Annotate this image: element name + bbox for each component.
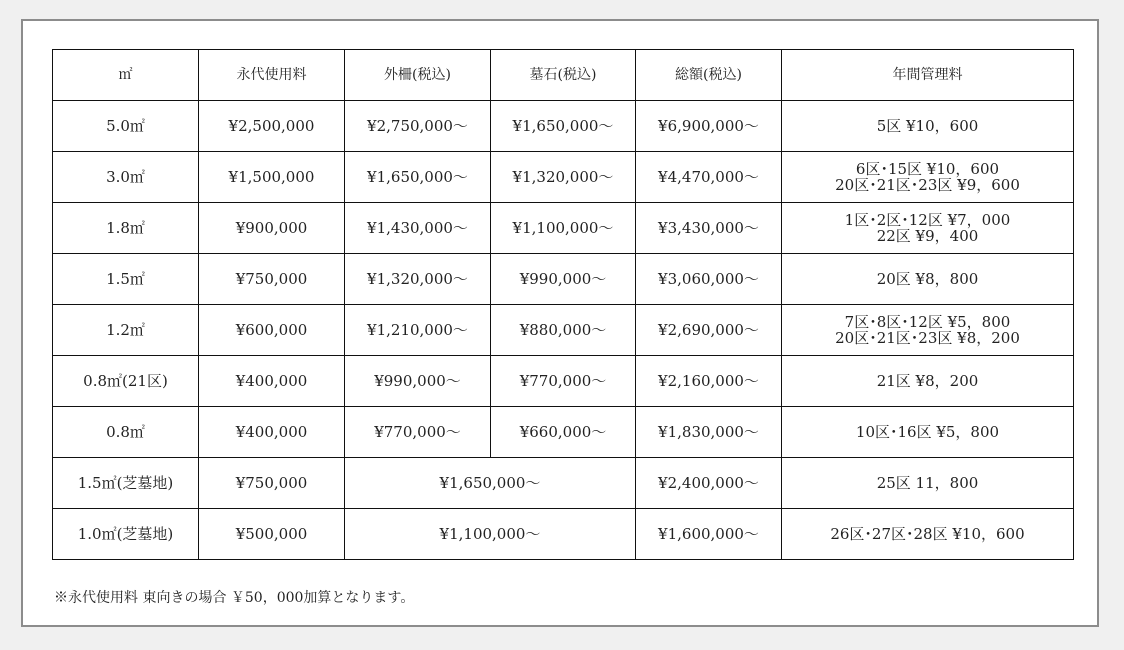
cell-perpetual-fee: ¥750,000 xyxy=(199,254,345,305)
cell-perpetual-fee: ¥900,000 xyxy=(199,203,345,254)
cell-fence: ¥770,000～ xyxy=(345,407,491,458)
annual-fee-line: 20区･21区･23区 ¥9，600 xyxy=(835,176,1020,194)
cell-area: 5.0㎡ xyxy=(53,101,199,152)
price-sheet-frame xyxy=(21,19,1099,627)
cell-area: 1.2㎡ xyxy=(53,305,199,356)
cell-area: 0.8㎡ xyxy=(53,407,199,458)
cell-fence-and-gravestone: ¥1,650,000～ xyxy=(345,458,636,509)
cell-area: 1.8㎡ xyxy=(53,203,199,254)
cell-perpetual-fee: ¥400,000 xyxy=(199,356,345,407)
cell-fence: ¥1,320,000～ xyxy=(345,254,491,305)
cell-annual-fee xyxy=(782,101,1074,152)
cell-gravestone: ¥1,100,000～ xyxy=(491,203,636,254)
cell-fence: ¥1,430,000～ xyxy=(345,203,491,254)
table-header-row xyxy=(53,50,1074,101)
annual-fee-line: 20区 ¥8，800 xyxy=(876,270,979,288)
cell-annual-fee xyxy=(782,254,1074,305)
header-perpetual-fee: 永代使用料 xyxy=(199,50,345,101)
annual-fee-line: 1区･2区･12区 ¥7，000 xyxy=(844,211,1011,229)
cell-annual-fee xyxy=(782,356,1074,407)
grave-price-table xyxy=(52,49,1074,560)
cell-area: 1.5㎡ xyxy=(53,254,199,305)
cell-total: ¥2,160,000～ xyxy=(636,356,782,407)
annual-fee-line: 25区 11，800 xyxy=(876,474,979,492)
cell-total: ¥6,900,000～ xyxy=(636,101,782,152)
cell-annual-fee xyxy=(782,152,1074,203)
cell-total: ¥1,600,000～ xyxy=(636,509,782,560)
cell-area: 1.5㎡(芝墓地) xyxy=(53,458,199,509)
table-row xyxy=(53,509,1074,560)
cell-fence: ¥2,750,000～ xyxy=(345,101,491,152)
cell-total: ¥3,060,000～ xyxy=(636,254,782,305)
annual-fee-line: 6区･15区 ¥10，600 xyxy=(855,160,1000,178)
cell-fence: ¥990,000～ xyxy=(345,356,491,407)
annual-fee-line: 7区･8区･12区 ¥5，800 xyxy=(844,313,1011,331)
annual-fee-line: 26区･27区･28区 ¥10，600 xyxy=(830,525,1025,543)
table-row xyxy=(53,152,1074,203)
cell-gravestone: ¥660,000～ xyxy=(491,407,636,458)
cell-gravestone: ¥990,000～ xyxy=(491,254,636,305)
cell-perpetual-fee: ¥600,000 xyxy=(199,305,345,356)
cell-annual-fee xyxy=(782,458,1074,509)
header-annual-fee: 年間管理料 xyxy=(782,50,1074,101)
cell-gravestone: ¥880,000～ xyxy=(491,305,636,356)
cell-total: ¥4,470,000～ xyxy=(636,152,782,203)
table-row xyxy=(53,203,1074,254)
cell-area: 3.0㎡ xyxy=(53,152,199,203)
table-row xyxy=(53,407,1074,458)
table-row xyxy=(53,458,1074,509)
table-row xyxy=(53,356,1074,407)
annual-fee-line: 5区 ¥10，600 xyxy=(876,117,979,135)
cell-total: ¥2,690,000～ xyxy=(636,305,782,356)
cell-perpetual-fee: ¥400,000 xyxy=(199,407,345,458)
annual-fee-line: 21区 ¥8，200 xyxy=(876,372,979,390)
table-row xyxy=(53,254,1074,305)
cell-gravestone: ¥770,000～ xyxy=(491,356,636,407)
cell-annual-fee xyxy=(782,407,1074,458)
cell-area: 1.0㎡(芝墓地) xyxy=(53,509,199,560)
footnote: ※永代使用料 東向きの場合 ￥50，000加算となります。 xyxy=(54,590,415,606)
annual-fee-line: 22区 ¥9，400 xyxy=(876,227,979,245)
cell-annual-fee xyxy=(782,509,1074,560)
header-total: 総額(税込) xyxy=(636,50,782,101)
header-area: ㎡ xyxy=(53,50,199,101)
header-gravestone: 墓石(税込) xyxy=(491,50,636,101)
cell-annual-fee xyxy=(782,305,1074,356)
cell-gravestone: ¥1,650,000～ xyxy=(491,101,636,152)
cell-perpetual-fee: ¥1,500,000 xyxy=(199,152,345,203)
table-row xyxy=(53,101,1074,152)
cell-total: ¥3,430,000～ xyxy=(636,203,782,254)
table-row xyxy=(53,305,1074,356)
cell-perpetual-fee: ¥2,500,000 xyxy=(199,101,345,152)
annual-fee-line: 20区･21区･23区 ¥8，200 xyxy=(835,329,1020,347)
annual-fee-line: 10区･16区 ¥5，800 xyxy=(855,423,1000,441)
cell-fence: ¥1,650,000～ xyxy=(345,152,491,203)
cell-fence: ¥1,210,000～ xyxy=(345,305,491,356)
cell-annual-fee xyxy=(782,203,1074,254)
cell-perpetual-fee: ¥500,000 xyxy=(199,509,345,560)
cell-fence-and-gravestone: ¥1,100,000～ xyxy=(345,509,636,560)
cell-gravestone: ¥1,320,000～ xyxy=(491,152,636,203)
cell-total: ¥1,830,000～ xyxy=(636,407,782,458)
cell-total: ¥2,400,000～ xyxy=(636,458,782,509)
cell-area: 0.8㎡(21区) xyxy=(53,356,199,407)
cell-perpetual-fee: ¥750,000 xyxy=(199,458,345,509)
header-fence: 外柵(税込) xyxy=(345,50,491,101)
